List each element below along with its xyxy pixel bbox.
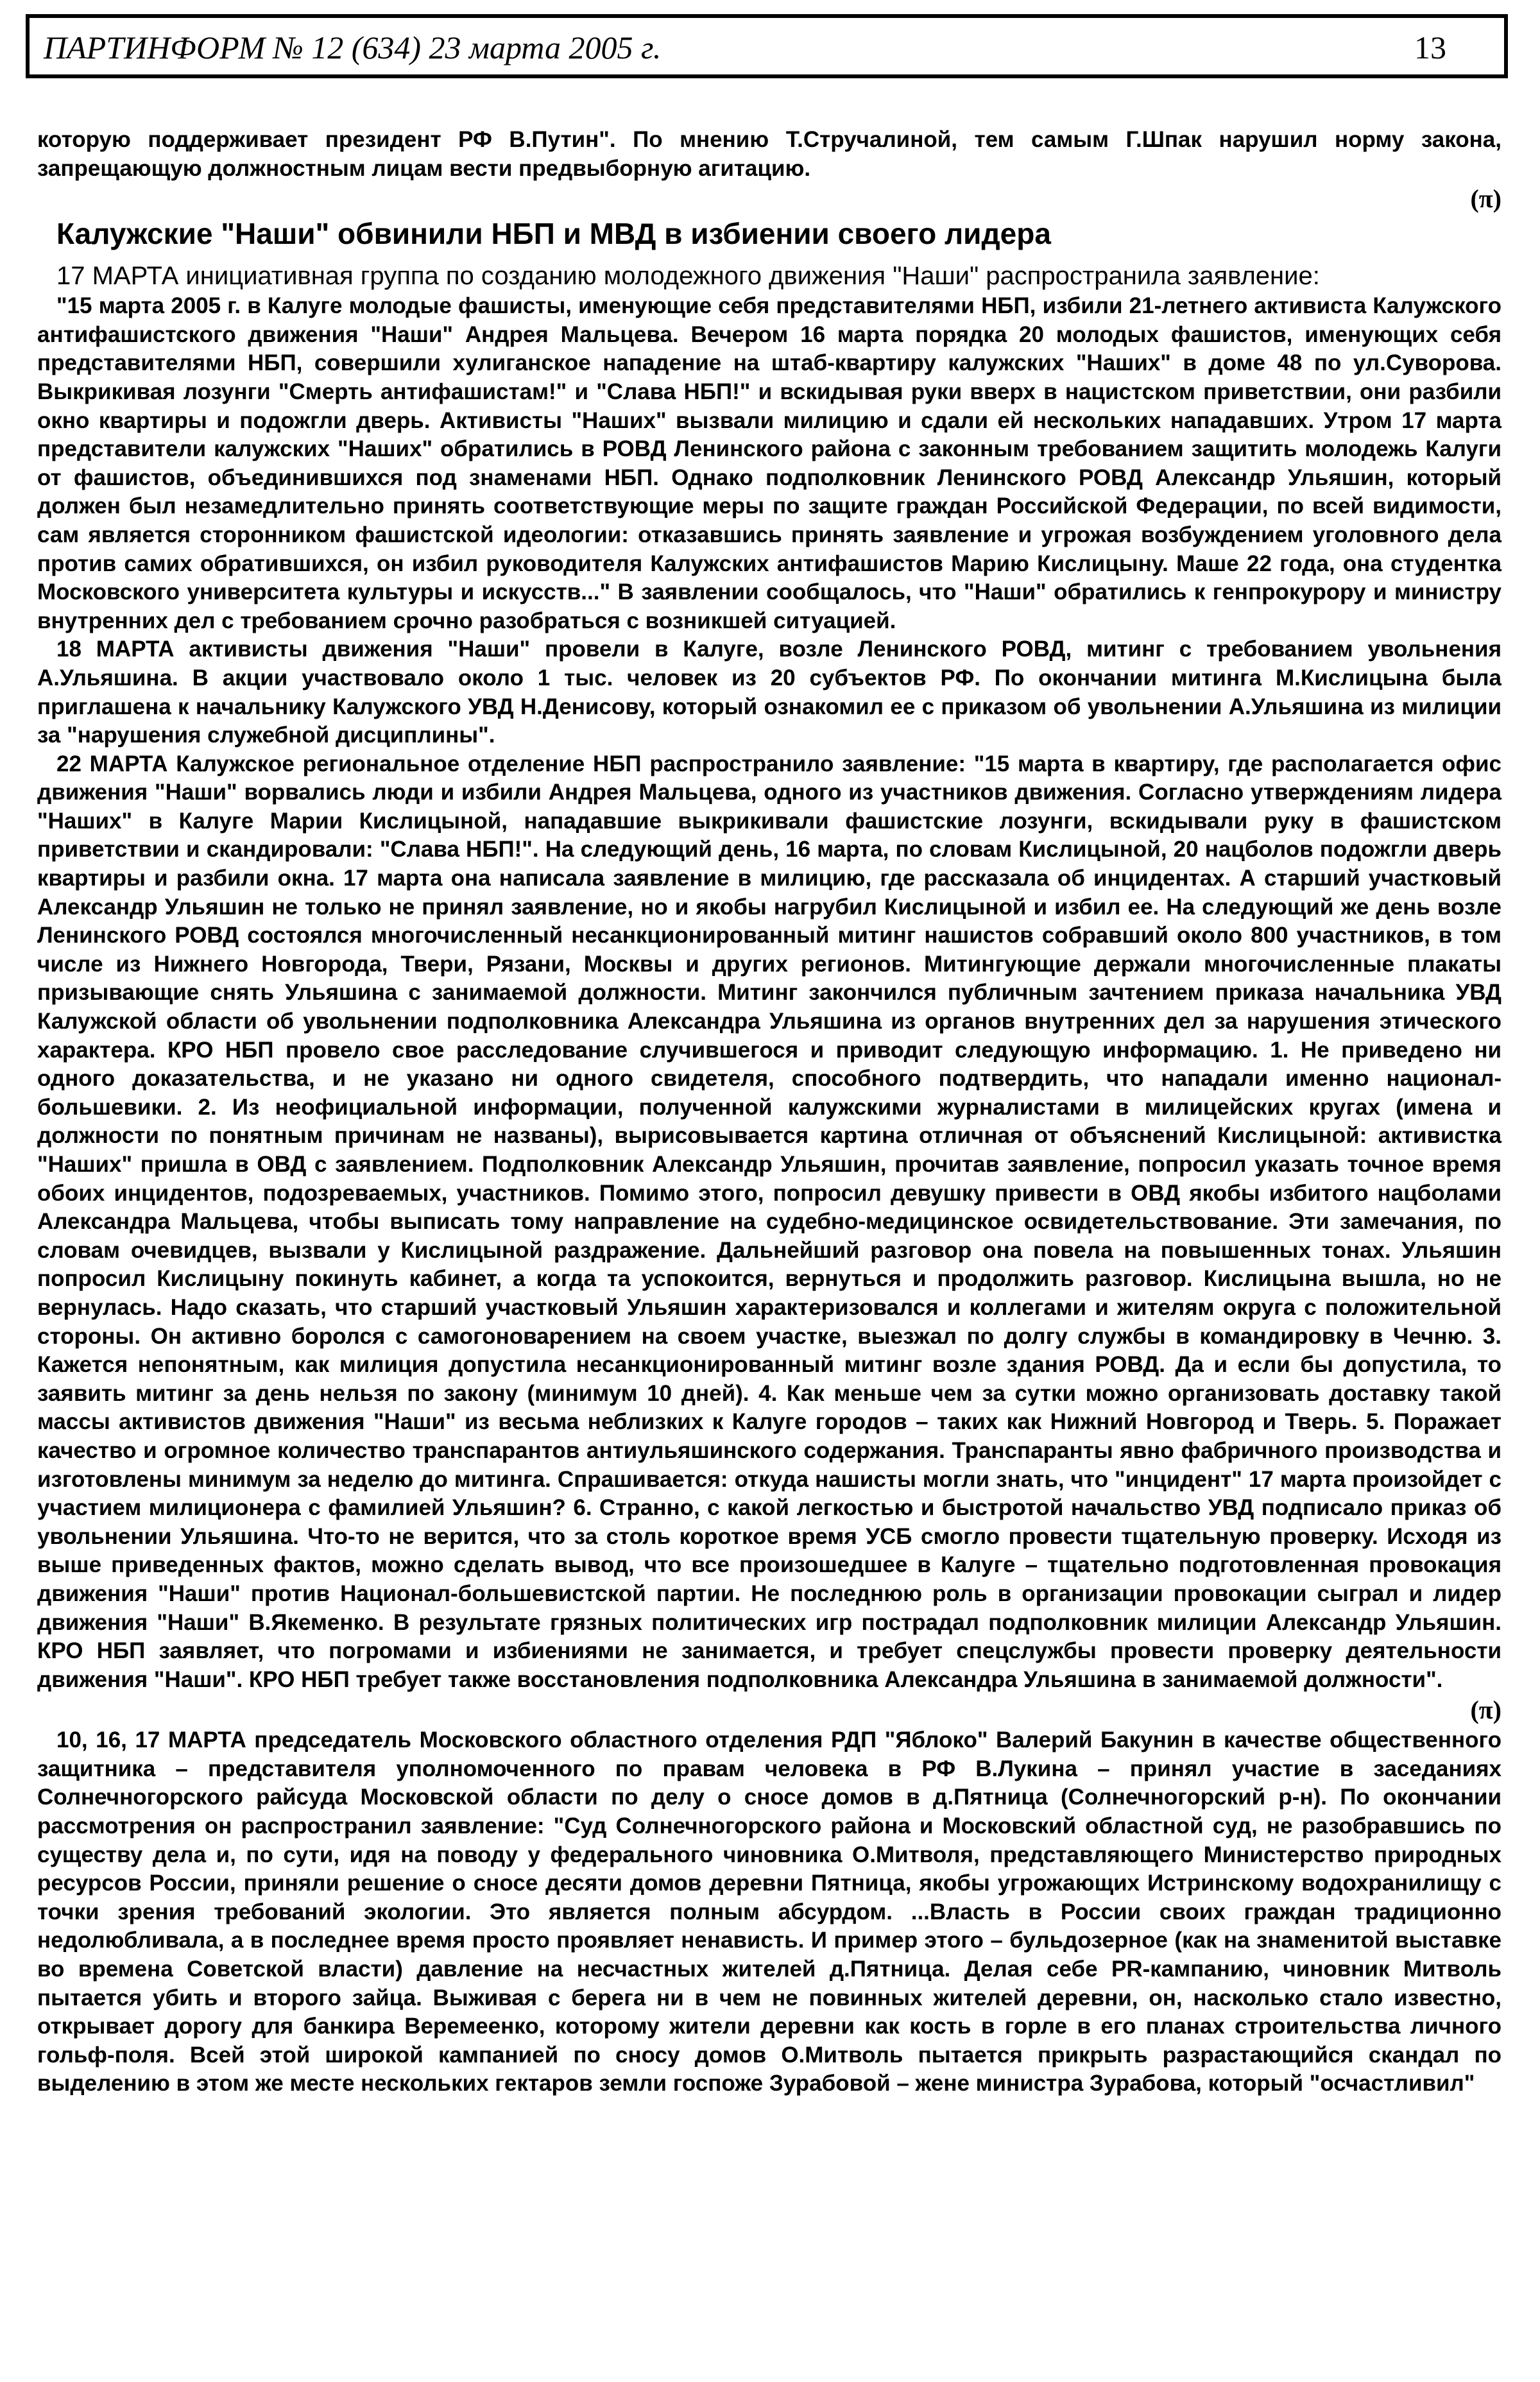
source-mark: (π): [1470, 1695, 1502, 1725]
march-22-paragraph: 22 МАРТА Калужское региональное отделение НБП распространило заявление: "15 марта в квартиру, где располагается офис движения "Наши" ворвались люди и избили Андрея Мальцева, одного из участников движения. Согласно утверждениям лидера "Наших" в Калуге Марии Кислицыной, нападавшие выкрикивали фашистские лозунги, вскидывали руку в фашистском приветствии и скандировали: "Слава НБП!". На следующий день, 16 марта, по словам Кислицыной, 20 нацболов подожгли дверь квартиры и разбили окна. 17 марта она написала заявление в милицию, где рассказала об инцидентах. А старший участковый Александр Ульяшин не только не принял заявление, но и якобы нагрубил Кислицыной и избил ее. На следующий же день возле Ленинского РОВД состоялся многочисленный несанкционированный митинг нашистов собравший около 800 участников, в том числе из Нижнего Новгорода, Твери, Рязани, Москвы и других регионов. Митингующие держали многочисленные плакаты призывающие снять Ульяшина с занимаемой должности. Митинг закончился публичным зачтением приказа начальника УВД Калужской области об увольнении подполковника Александра Ульяшина из органов внутренних дел за нарушения этического характера. КРО НБП провело свое расследование случившегося и приводит следующую информацию. 1. Не приведено ни одного доказательства, и не указано ни одного свидетеля, способного подтвердить, что нападали именно национал-большевики. 2. Из неофициальной информации, полученной калужскими журналистами в милицейских кругах (имена и должности по понятным причинам не названы), вырисовывается картина отличная от объяснений Кислицыной: активистка "Наших" пришла в ОВД с заявлением. Подполковник Александр Ульяшин, прочитав заявление, попросил указать точное время обоих инцидентов, подозреваемых, участников. Помимо этого, попросил девушку привести в ОВД якобы избитого нацболами Александра Мальцева, чтобы выписать тому направление на судебно-медицинское освидетельствование. Эти замечания, по словам очевидцев, вызвали у Кислицыной раздражение. Дальнейший разговор она повела на повышенных тонах. Ульяшин попросил Кислицыну покинуть кабинет, а когда та успокоится, вернуться и продолжить разговор. Кислицына вышла, но не вернулась. Надо сказать, что старший участковый Ульяшин характеризовался и коллегами и жителям округа с положительной стороны. Он активно боролся с самогоноварением на своем участке, выезжал по долгу службы в командировку в Чечню. 3. Кажется непонятным, как милиция допустила несанкционированный митинг возле здания РОВД. Да и если бы допустила, то заявить митинг за день нельзя по закону (минимум 10 дней). 4. Как меньше чем за сутки можно организовать доставку такой массы активистов движения "Наши" из весьма неблизких к Калуге городов – таких как Нижний Новгород и Тверь. 5. Поражает качество и огромное количество транспарантов антиульяшинского содержания. Транспаранты явно фабричного производства и изготовлены минимум за неделю до митинга. Спрашивается: откуда нашисты могли знать, что "инцидент" 17 марта произойдет с участием милиционера с фамилией Ульяшин? 6. Странно, с какой легкостью и быстротой начальство УВД подписало приказ об увольнении Ульяшина. Что-то не верится, что за столь короткое время УСБ смогло провести тщательную проверку. Исходя из выше приведенных фактов, можно сделать вывод, что все произошедшее в Калуге – тщательно подготовленная провокация движения "Наши" против Национал-большевистской партии. Не последнюю роль в организации провокации сыграл и лидер движения "Наши" В.Якеменко. В результате грязных политических игр пострадал подполковник милиции Александр Ульяшин. КРО НБП заявляет, что погромами и избиениями не занимается, и требует спецслужбы провести проверку деятельности движения "Наши". КРО НБП требует также восстановления подполковника Александра Ульяшина в занимаемой должности".: [37, 751, 1502, 1692]
march-18-paragraph: 18 МАРТА активисты движения "Наши" провели в Калуге, возле Ленинского РОВД, митинг с требованием увольнения А.Ульяшина. В акции участвовало около 1 тыс. человек из 20 субъектов РФ. По окончании митинга М.Кислицына была приглашена к начальнику Калужского УВД Н.Денисову, который ознакомил ее с приказом об увольнении А.Ульяшина из милиции за "нарушения служебной дисциплины".: [37, 637, 1502, 748]
article-lead: 17 МАРТА инициативная группа по созданию молодежного движения "Наши" распространила заявление:: [56, 262, 1320, 291]
publication-title: ПАРТИНФОРМ № 12 (634) 23 марта 2005 г.: [44, 30, 662, 65]
source-mark: (π): [1470, 184, 1502, 214]
article-headline: Калужские "Наши" обвинили НБП и МВД в избиении своего лидера: [56, 217, 1051, 251]
article-column: [37, 126, 1502, 2098]
continuation-paragraph: которую поддерживает президент РФ В.Путин". По мнению Т.Стручалиной, тем самым Г.Шпак нарушил норму закона, запрещающую должностным лицам вести предвыборную агитацию.: [37, 127, 1502, 181]
page-header: [26, 14, 1508, 78]
page-number: 13: [1414, 30, 1446, 65]
statement-paragraph: "15 марта 2005 г. в Калуге молодые фашисты, именующие себя представителями НБП, избили 21-летнего активиста Калужского антифашистского движения "Наши" Андрея Мальцева. Вечером 16 марта порядка 20 молодых фашистов, именующих себя представителями НБП, совершили хулиганское нападение на штаб-квартиру калужских "Наших" в доме 48 по ул.Суворова. Выкрикивая лозунги "Смерть антифашистам!" и "Слава НБП!" и вскидывая руки вверх в нацистском приветствии, они разбили окно квартиры и подожгли дверь. Активисты "Наших" вызвали милицию и сдали ей нескольких нападавших. Утром 17 марта представители калужских "Наших" обратились в РОВД Ленинского района с законным требованием защитить молодежь Калуги от фашистов, объединившихся под знаменами НБП. Однако подполковник Ленинского РОВД Александр Ульяшин, который должен был незамедлительно принять соответствующие меры по защите граждан Российской Федерации, по всей видимости, сам является сторонником фашистской идеологии: отказавшись принять заявление и угрожая возбуждением уголовного дела против самих обратившихся, он избил руководителя Калужских антифашистов Марию Кислицыну. Маше 22 года, она студентка Московского университета культуры и искусств..." В заявлении сообщалось, что "Наши" обратились к генпрокурору и министру внутренних дел с требованием срочно разобраться с возникшей ситуацией.: [37, 293, 1502, 633]
yabloko-paragraph: 10, 16, 17 МАРТА председатель Московского областного отделения РДП "Яблоко" Валерий Бакунин в качестве общественного защитника – представителя уполномоченного по правам человека в РФ В.Лукина – принял участие в заседаниях Солнечногорского райсуда Московской области по делу о сносе домов в д.Пятница (Солнечногорский р-н). По окончании рассмотрения он распространил заявление: "Суд Солнечногорского района и Московский областной суд, не разобравшись по существу дела и, по сути, идя на поводу у федерального чиновника О.Митволя, представляющего Министерство природных ресурсов России, приняли решение о сносе десяти домов деревни Пятница, якобы угрожающих Истринскому водохранилищу с точки зрения требований экологии. Это является полным абсурдом. ...Власть в России своих граждан традиционно недолюбливала, а в последнее время просто проявляет ненависть. И пример этого – бульдозерное (как на знаменитой выставке во времена Советской власти) давление на несчастных жителей д.Пятница. Делая себе PR-кампанию, чиновник Митволь пытается убить и второго зайца. Выживая с берега ни в чем не повинных жителей деревни, он, насколько стало известно, открывает дорогу для банкира Веремеенко, которому жители деревни как кость в горле в его планах строительства личного гольф-поля. Всей этой широкой кампанией по сносу домов О.Митволь пытается прикрыть разрастающийся скандал по выделению в этом же месте нескольких гектаров земли госпоже Зурабовой – жене министра Зурабова, который "осчастливил": [37, 1727, 1502, 2096]
